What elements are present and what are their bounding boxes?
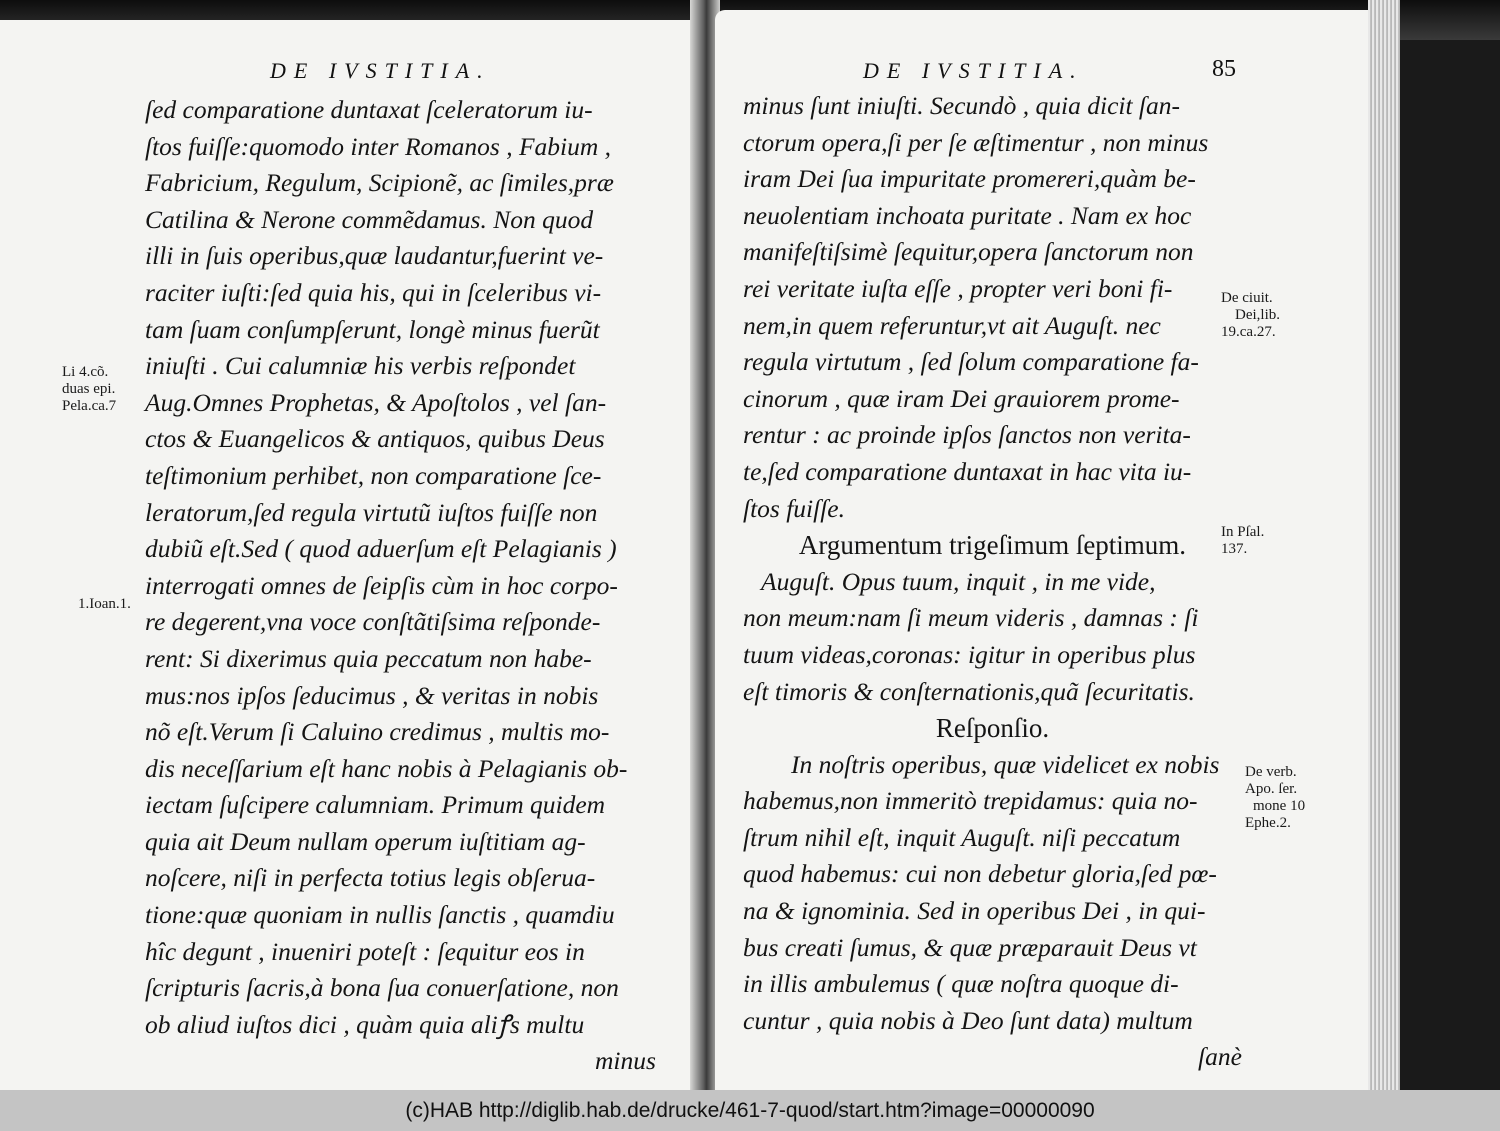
text-line: cuntur , quia nobis à Deo ſunt data) multum [743, 1005, 1193, 1035]
book-fore-edge [1368, 0, 1400, 1090]
text-line: teſtimonium perhibet, non comparatione ſce- [145, 460, 602, 490]
text-line: raciter iuſti:ſed quia his, qui in ſceleribus vi- [145, 277, 602, 307]
copyright-footer: (c)HAB http://diglib.hab.de/drucke/461-7-quod/start.htm?image=00000090 [0, 1090, 1500, 1131]
text-line: Catilina & Nerone commẽdamus. Non quod [145, 204, 594, 234]
text-line: tam ſuam conſumpſerunt, longè minus fuerũt [145, 314, 600, 344]
text-line: bus creati ſumus, & quæ præparauit Deus vt [743, 932, 1197, 962]
text-line: iectam ſuſcipere calumniam. Primum quidem [145, 790, 606, 820]
text-line: ctorum opera,ſi per ſe æſtimentur , non minus [743, 127, 1209, 157]
text-line: nõ eſt.Verum ſi Caluino credimus , multis mo- [145, 717, 610, 747]
text-line: Auguſt. Opus tuum, inquit , in me vide, [761, 566, 1156, 596]
text-line: tuum videas,coronas: igitur in operibus plus [743, 639, 1196, 669]
right-marginal-note-3 [1245, 764, 1305, 832]
text-line: cinorum , quæ iram Dei grauiorem prome- [743, 383, 1180, 413]
margin-line: Ephe.2. [1245, 815, 1291, 831]
right-marginal-note-1 [1221, 290, 1280, 341]
text-line: ſtos fuiſſe. [743, 493, 845, 523]
left-running-head: DE IVSTITIA. [270, 58, 491, 83]
text-line: iniuſti . Cui calumniæ his verbis reſpondet [145, 351, 576, 381]
text-line: dis neceſſarium eſt hanc nobis à Pelagianis ob- [145, 753, 628, 783]
text-line: in illis ambulemus ( quæ noſtra quoque di- [743, 969, 1179, 999]
text-line: te,ſed comparatione duntaxat in hac vita iu- [743, 456, 1192, 486]
margin-line: Apo. ſer. [1245, 781, 1298, 797]
margin-line: 19.ca.27. [1221, 324, 1276, 340]
text-line: rei veritate iuſta eſſe , propter veri boni fi- [743, 273, 1173, 303]
text-line: quia ait Deum nullam operum iuſtitiam ag- [145, 826, 586, 856]
right-page-body [743, 88, 1242, 1076]
text-line: hîc degunt , inueniri poteſt : ſequitur eos in [145, 936, 585, 966]
text-line: leratorum,ſed regula virtutũ iuſtos fuiſſe non [145, 497, 598, 527]
margin-line: duas epi. [62, 381, 116, 397]
text-line: nem,in quem referuntur,vt ait Auguſt. nec [743, 310, 1161, 340]
right-marginal-note-2 [1221, 524, 1264, 558]
text-line: ſtrum nihil eſt, inquit Auguſt. niſi peccatum [743, 822, 1181, 852]
text-line: minus ſunt iniuſti. Secundò , quia dicit ſan- [743, 91, 1181, 120]
left-page-body [145, 92, 656, 1080]
text-line: regula virtutum , ſed ſolum comparatione fa- [743, 347, 1199, 377]
text-line: rent: Si dixerimus quia peccatum non habe- [145, 643, 592, 673]
text-line: ob aliud iuſtos dici , quàm quia aliꝭs multu [145, 1009, 585, 1039]
right-running-head: DE IVSTITIA. [863, 58, 1084, 83]
margin-line: Li 4.cõ. [62, 364, 109, 380]
text-line: noſcere, niſi in perfecta totius legis obſerua- [145, 863, 596, 893]
left-marginal-note-1 [62, 364, 116, 415]
text-line: ſtos fuiſſe:quomodo inter Romanos , Fabium , [145, 131, 612, 161]
text-line: non meum:nam ſi meum videris , damnas : ſi [743, 603, 1199, 633]
left-marginal-note-2 [78, 596, 131, 613]
text-line: minus [595, 1046, 656, 1076]
text-line: quod habemus: cui non debetur gloria,ſed pœ- [743, 859, 1217, 889]
text-line: re degerent,vna voce conſtãtiſsima reſponde- [145, 607, 601, 637]
text-line: ſcripturis ſacris,à bona ſua conuerſatione, non [145, 973, 619, 1003]
text-line: habemus,non immeritò trepidamus: quia no- [743, 786, 1198, 816]
text-line: neuolentiam inchoata puritate . Nam ex hoc [743, 200, 1192, 230]
text-line: ſanè [1198, 1042, 1242, 1072]
text-line: ſed comparatione duntaxat ſceleratorum iu- [145, 95, 593, 124]
text-line: tione:quæ quoniam in nullis ſanctis , quamdiu [145, 900, 615, 930]
text-line: manifeſtiſsimè ſequitur,opera ſanctorum non [743, 237, 1194, 267]
text-line: Fabricium, Regulum, Scipionẽ, ac ſimiles,præ [145, 168, 614, 198]
text-line: iram Dei ſua impuritate promereri,quàm be- [743, 164, 1196, 194]
right-page [715, 10, 1370, 1090]
text-line: illi in ſuis operibus,quæ laudantur,fuerint ve- [145, 241, 604, 271]
text-line: mus:nos ipſos ſeducimus , & veritas in nobis [145, 680, 599, 710]
text-line: rentur : ac proinde ipſos ſanctos non verita- [743, 420, 1191, 450]
text-line: In noſtris operibus, quæ videlicet ex nobis [791, 749, 1220, 779]
margin-line: Dei,lib. [1235, 307, 1280, 323]
left-page [0, 20, 700, 1090]
text-line: na & ignominia. Sed in operibus Dei , in qui- [743, 896, 1206, 926]
text-line: ctos & Euangelicos & antiquos, quibus Deus [145, 424, 605, 454]
margin-line: In Pſal. [1221, 524, 1265, 540]
margin-line: mone 10 [1253, 798, 1306, 814]
text-line: dubiũ eſt.Sed ( quod aduerſum eſt Pelagianis ) [145, 534, 617, 564]
margin-line: Pela.ca.7 [62, 398, 117, 414]
margin-line: De ciuit. [1221, 290, 1273, 306]
section-heading-argument: Argumentum trigeſimum ſeptimum. [798, 530, 1187, 561]
text-line: interrogati omnes de ſeipſis cùm in hoc corpo- [145, 570, 618, 600]
page-number: 85 [1212, 56, 1236, 82]
margin-line: De verb. [1245, 764, 1297, 780]
margin-line: 137. [1221, 541, 1248, 557]
margin-line: 1.Ioan.1. [78, 596, 131, 612]
text-line: eſt timoris & conſternationis,quã ſecuritatis. [743, 676, 1195, 706]
section-heading-responsio: Reſponſio. [935, 713, 1050, 744]
text-line: Aug.Omnes Prophetas, & Apoſtolos , vel ſan- [145, 387, 607, 417]
